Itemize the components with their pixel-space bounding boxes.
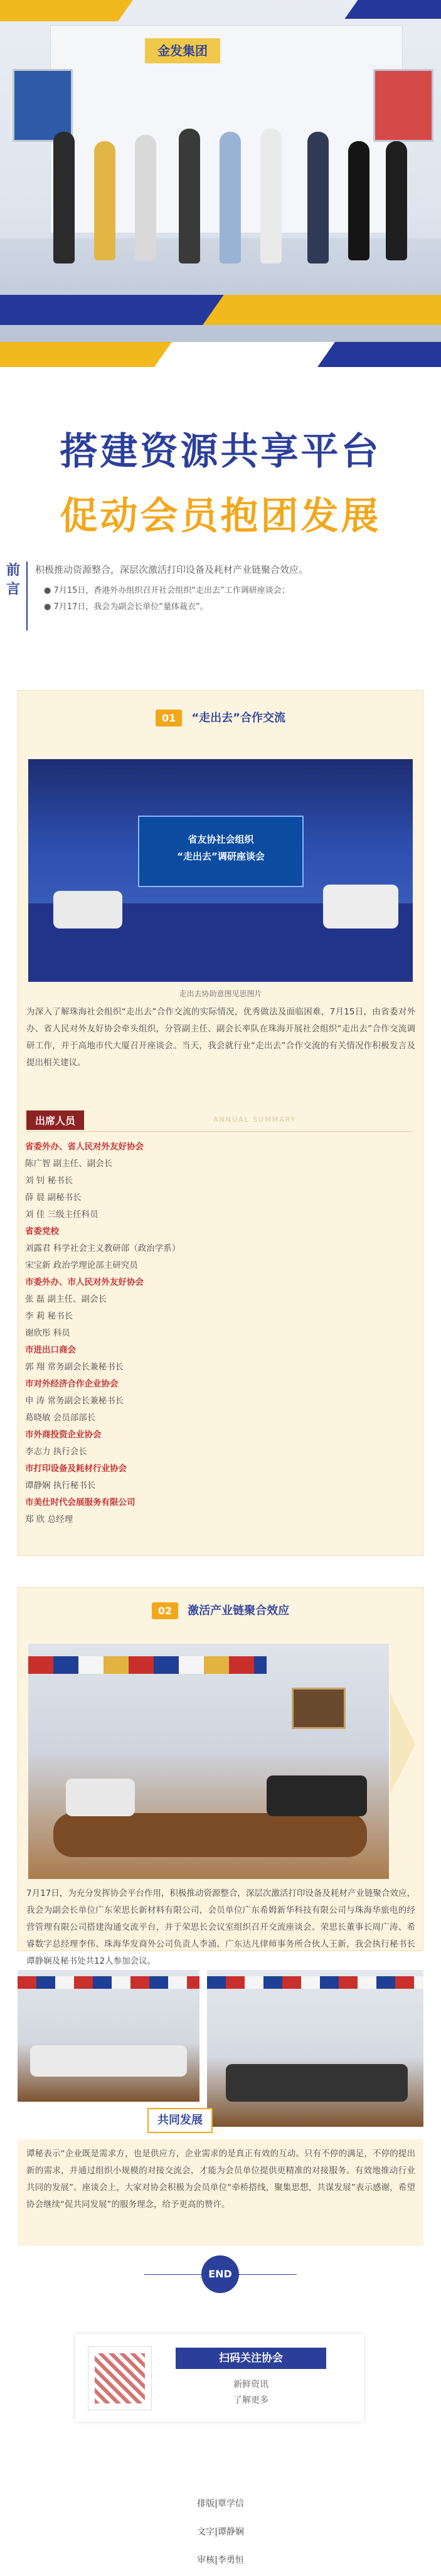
- section2-heading: [0, 1602, 441, 1619]
- attendee: 薛 晨 副秘书长: [25, 1193, 82, 1203]
- person-figure: [220, 132, 241, 263]
- org-name: 市对外经济合作企业协会: [25, 1379, 119, 1389]
- org-name: 省委党校: [25, 1227, 59, 1237]
- meeting-photo-2: [28, 1644, 389, 1879]
- attendee: 陈广智 副主任、副会长: [25, 1159, 113, 1169]
- annual-summary-label: ANNUAL SUMMARY: [213, 1115, 297, 1124]
- attendee: 刘露君 科学社会主义教研部（政治学系）: [25, 1243, 181, 1253]
- deco-stripe-gold: [0, 0, 133, 21]
- org-name: 市美仕时代会展服务有限公司: [25, 1498, 135, 1508]
- org-name: 市打印设备及耗材行业协会: [25, 1464, 127, 1474]
- qr-subtitle: 了解更多: [233, 2395, 268, 2405]
- qr-subtitle: 新鲜资讯: [233, 2380, 268, 2390]
- person-figure: [386, 141, 407, 260]
- end-badge: END: [201, 2255, 239, 2293]
- attendee: 张 磊 副主任、副会长: [25, 1294, 107, 1304]
- display-screen: [373, 69, 433, 142]
- preface-label: 前言: [6, 563, 21, 597]
- main-title-line2: 促动会员抱团发展: [60, 494, 381, 538]
- meeting-photo: [28, 759, 413, 982]
- person-figure: [179, 129, 200, 263]
- preface-item: ● 7月15日，香港外办组织召开社会组织“走出去”工作调研座谈会；: [44, 586, 290, 595]
- divider: [26, 1131, 413, 1132]
- deco-stripe-gold: [0, 342, 172, 367]
- person-figure: [94, 141, 115, 260]
- meeting-photo-4: [207, 1970, 423, 2127]
- preface-divider: [26, 562, 28, 631]
- deco-triangle: [390, 1694, 415, 1794]
- attendee: 李 莉 秘书长: [25, 1311, 73, 1321]
- flags-row: [18, 1976, 199, 1989]
- qr-pattern: [95, 2353, 145, 2403]
- painting: [292, 1688, 346, 1729]
- attendee-list: [25, 1139, 401, 1528]
- attendee: 葛晓敏 会员部部长: [25, 1413, 96, 1423]
- preface-item-text: 7月17日，我会为副会长单位“量体裁衣”。: [53, 602, 208, 612]
- person-figure: [348, 141, 369, 260]
- section-number: 01: [156, 710, 182, 726]
- section1-paragraph: 为深入了解珠海社会组织“走出去”合作交流的实际情况，优秀做法及面临困难，7月15日，由省委对外办、省人民对外友好协会牵头组织，分管副主任、副会长率队在珠海开展社会组织“走出去”合作交流调研工作，并于高地市代大厦召开座谈会。当天，我会就行业“走出去”合作交流的有关情况作积极发言及提出相关建议。: [26, 1007, 415, 1068]
- qr-code-icon[interactable]: [88, 2346, 152, 2410]
- org-name: 市委外办、市人民对外友好协会: [25, 1277, 144, 1287]
- credit-text: 文字|谭静娴: [197, 2527, 244, 2537]
- section2-paragraph2: 谭秘表示“企业既是需求方，也是供应方，企业需求的是真正有效的互动。只有不停的满足，不停的提出新的需求，并通过组织小规模的对接交流会，才能为会员单位提供更精准的对接服务。有效地推动行业共同的发展”。座谈会上，大家对协会积极为会员单位“牵桥搭线，聚集思想，共谋发展”表示感谢，希望协会继续“促共同发展”的服务理念，给予更高的赞许。: [26, 2149, 415, 2210]
- screen-text: 省友协社会组织: [188, 834, 254, 845]
- qr-card: [75, 2334, 364, 2422]
- display-screen: [13, 69, 73, 142]
- attendee: 申 涛 常务副会长兼秘书长: [25, 1396, 124, 1406]
- attendee-group: [53, 891, 122, 929]
- person-figure: [53, 132, 75, 263]
- attendee-group: [267, 1775, 367, 1816]
- attendee-group: [323, 885, 398, 929]
- person-figure: [135, 135, 156, 260]
- attendee-group: [66, 1779, 135, 1816]
- attendee: 郭 翔 常务副会长兼秘书长: [25, 1362, 124, 1372]
- meeting-photo-3: [18, 1970, 199, 2102]
- deco-stripe-gold: [203, 295, 441, 325]
- section2-paragraph: 7月17日，为充分发挥协会平台作用，积极推动资源整合，深层次激活打印设备及耗材产业链聚合效应，我会为副会长单位广东荣思长新材料有限公司，会员单位广东希姆新华科技有限公司与珠海华旅电的经营管理有限公司搭建沟通交流平台，并于荣思长会议室组织召开交流座谈会。荣思长董事长周广涛、希睿数字总经理李伟、珠海华发商外公司负责人李涌、广东达凡律师事务所合伙人王新，我会执行秘书长谭静娴及秘书处共12人参加会议。: [26, 1888, 415, 1966]
- photo-caption: 走出去协助意图见思图片: [179, 989, 262, 998]
- main-title-line1: 搭建资源共享平台: [60, 430, 381, 474]
- conference-table: [53, 1813, 367, 1857]
- deco-stripe-navy: [0, 295, 224, 325]
- org-name: 省委外办、省人民对外友好协会: [25, 1142, 144, 1152]
- section-title: 激活产业链聚合效应: [188, 1604, 290, 1617]
- attendee-group: [30, 2045, 187, 2077]
- preface-item: ● 7月17日，我会为副会长单位“量体裁衣”。: [44, 602, 208, 612]
- attendees-tag: 出席人员: [26, 1110, 84, 1130]
- conference-screen: [138, 816, 304, 887]
- common-development-label: 共同发展: [147, 2108, 213, 2133]
- attendee: 李志力 执行会长: [25, 1447, 87, 1457]
- flags-row: [207, 1976, 423, 1989]
- preface-text: 积极推动资源整合，深层次激活打印设备及耗材产业链聚合效应。: [35, 564, 309, 575]
- flags-row: [28, 1656, 267, 1674]
- section-number: 02: [152, 1602, 178, 1619]
- attendee: 谭静娴 执行秘书长: [25, 1481, 96, 1491]
- brand-logo: 金发集团: [145, 38, 220, 63]
- deco-stripe-navy: [317, 342, 441, 367]
- hero-photo: [0, 0, 441, 342]
- attendee: 宋宝新 政治学理论部主研究员: [25, 1260, 138, 1270]
- org-name: 市外商投资企业协会: [25, 1430, 102, 1440]
- attendee: 刘 佳 三级主任科员: [25, 1210, 98, 1220]
- screen-text: “走出去”调研座谈会: [177, 851, 265, 862]
- credit-layout: 排版|覃学信: [197, 2499, 244, 2509]
- attendee: 刘 钊 秘书长: [25, 1176, 73, 1186]
- deco-stripe-navy: [344, 0, 441, 19]
- qr-title: 扫码关注协会: [176, 2348, 326, 2369]
- attendee: 郑 欣 总经理: [25, 1514, 73, 1525]
- org-name: 市进出口商会: [25, 1345, 76, 1355]
- person-figure: [260, 129, 282, 263]
- person-figure: [307, 132, 329, 263]
- preface-item-text: 7月15日，香港外办组织召开社会组织“走出去”工作调研座谈会；: [53, 586, 290, 595]
- credit-review: 审核|李勇恒: [197, 2555, 244, 2565]
- attendee: 谢欣彤 科员: [25, 1328, 70, 1338]
- section1-heading: [0, 709, 441, 726]
- attendee-group: [226, 2064, 408, 2102]
- section-title: “走出去”合作交流: [191, 711, 286, 725]
